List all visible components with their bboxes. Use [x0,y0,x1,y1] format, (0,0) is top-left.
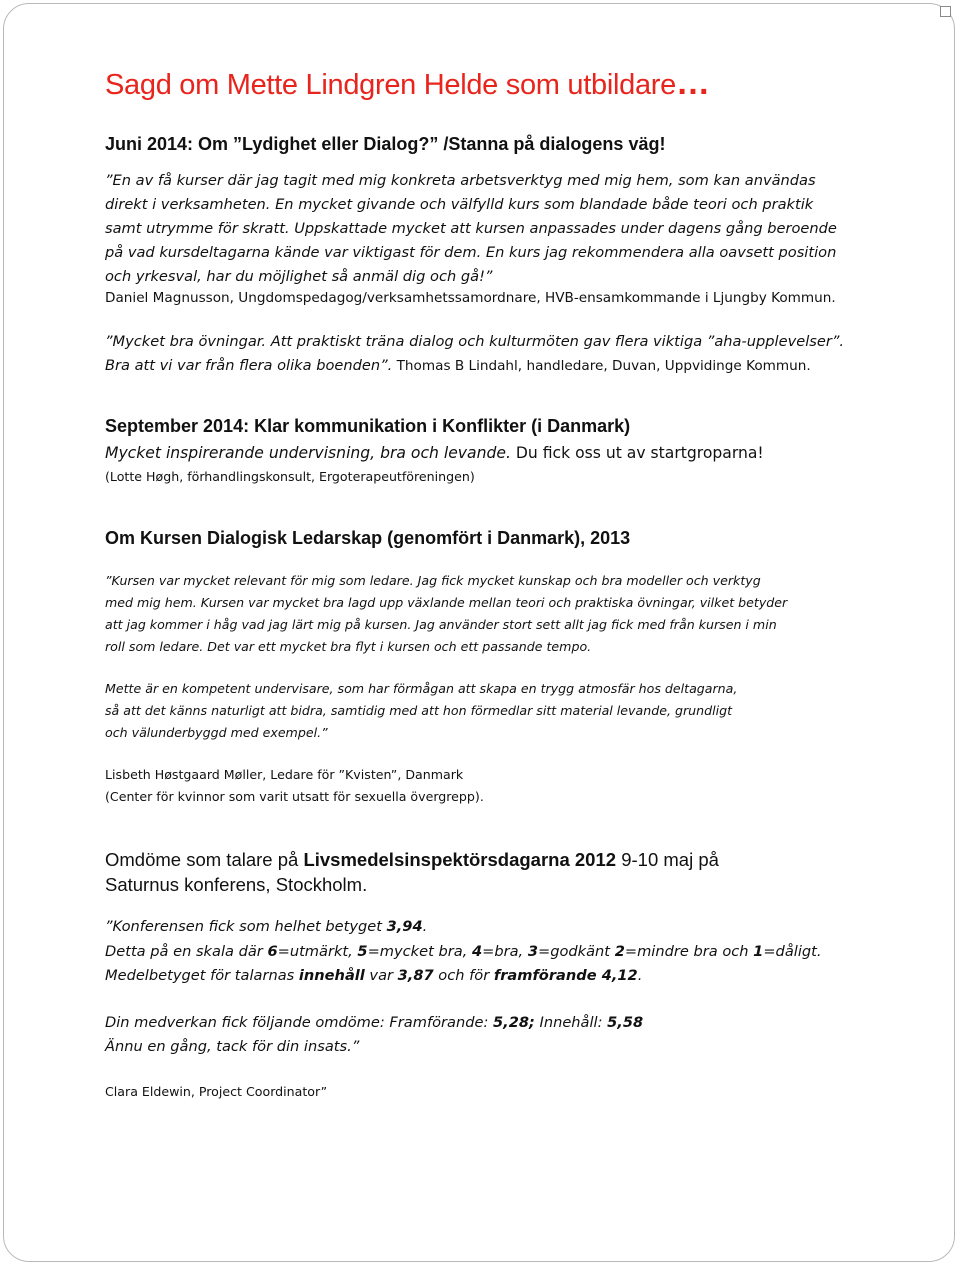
course-2013-heading: Om Kursen Dialogisk Ledarskap (genomfört i Danmark), 2013 [105,528,631,548]
l1-post: . [422,918,428,935]
sept-quote-a: Mycket inspirerande undervisning, bra och levande. [105,444,511,462]
l3-run-2: var [364,967,398,984]
l2-run-5: 4 [471,943,483,960]
l2-run-9: 2 [614,943,625,960]
title-text: Sagd om Mette Lindgren Helde som utbildare [105,69,676,101]
sept-quote [105,444,764,462]
june-quote-line-2: direkt i verksamheten. En mycket givande och välfylld kurs som blandade både teori och praktik [105,196,814,213]
l2-run-7: 3 [527,943,538,960]
l2-run-8: =godkänt [537,943,615,960]
speaker-2012-line-1 [105,918,427,935]
l2-run-12: =dåligt. [763,943,822,960]
speaker-heading-event: Livsmedelsinspektörsdagarna 2012 [303,849,617,870]
course-2013-p1-line-2: med mig hem. Kursen var mycket bra lagd upp växlande mellan teori och praktiska övningar, vilket betyder [105,595,788,610]
l4-run-3: 5,58 [607,1014,644,1031]
june-quote-line-1: ”En av få kurser där jag tagit med mig konkreta arbetsverktyg med mig hem, som kan användas [105,172,816,189]
course-2013-p1-line-1: ”Kursen var mycket relevant för mig som ledare. Jag fick mycket kunskap och bra modeller och verktyg [105,573,761,588]
june-quote2-line-1: ”Mycket bra övningar. Att praktiskt träna dialog och kulturmöten gav flera viktiga ”aha-upplevelser”. [105,333,845,350]
l1-score: 3,94 [386,918,423,935]
corner-mark [940,6,951,17]
speaker-2012-line-3 [105,967,642,984]
l3-run-3: 3,87 [397,967,434,984]
speaker-2012-heading-2: Saturnus konferens, Stockholm. [105,874,368,895]
june-heading: Juni 2014: Om ”Lydighet eller Dialog?” /Stanna på dialogens väg! [105,134,666,154]
l2-run-3: 5 [357,943,368,960]
l2-run-6: =bra, [482,943,528,960]
l4-run-0: Din medverkan fick följande omdöme: Framförande: [105,1014,494,1031]
june-author: Daniel Magnusson, Ungdomspedagog/verksamhetssamordnare, HVB-ensamkommande i Ljungby Kommun. [105,290,836,306]
speaker-heading-post: 9-10 maj på [616,849,719,870]
l2-run-1: 6 [267,943,278,960]
course-2013-p1-line-3: att jag kommer i håg vad jag lärt mig på kursen. Jag använder stort sett allt jag fick med från kursen i min [105,617,777,632]
speaker-2012-author: Clara Eldewin, Project Coordinator” [105,1084,328,1099]
june-quote2-text: Bra att vi var från flera olika boenden”. [105,357,393,374]
course-2013-p2-line-2: så att det känns naturligt att bidra, samtidig med att hon förmedlar sitt material levande, grundligt [105,703,733,718]
speaker-heading-pre: Omdöme som talare på [105,849,304,870]
l3-run-6: . [637,967,643,984]
l4-run-1: 5,28; [493,1014,535,1031]
course-2013-p2-line-1: Mette är en kompetent undervisare, som har förmågan att skapa en trygg atmosfär hos deltagarna, [105,681,738,696]
june-quote-line-4: på vad kursdeltagarna kände var viktigast för dem. En kurs jag rekommendera alla oavsett position [105,244,837,261]
sept-quote-b: Du fick oss ut av startgroparna! [510,444,764,462]
l3-run-5: framförande 4,12 [493,967,638,984]
l2-run-2: =utmärkt, [277,943,358,960]
l3-run-1: innehåll [298,967,365,984]
course-2013-author-1: Lisbeth Høstgaard Møller, Ledare för ”Kvisten”, Danmark [105,767,464,782]
page-frame [3,3,955,1262]
course-2013-p1-line-4: roll som ledare. Det var ett mycket bra flyt i kursen och ett passande tempo. [105,639,592,654]
course-2013-author-2: (Center för kvinnor som varit utsatt för sexuella övergrepp). [105,789,484,804]
title-ellipsis: … [675,64,711,102]
l3-run-4: och för [433,967,494,984]
june-quote-line-5: och yrkesval, har du möjlighet så anmäl dig och gå!” [105,268,493,285]
l2-run-4: =mycket bra, [367,943,472,960]
l4-run-2: Innehåll: [534,1014,608,1031]
sept-heading: September 2014: Klar kommunikation i Konflikter (i Danmark) [105,416,631,436]
l3-run-0: Medelbetyget för talarnas [105,967,299,984]
speaker-2012-line-5: Ännu en gång, tack för din insats.” [105,1038,360,1055]
l1-pre: ”Konferensen fick som helhet betyget [105,918,387,935]
june-quote2-line-2 [105,357,811,375]
june-quote-line-3: samt utrymme för skratt. Uppskattade mycket att kursen anpassades under dagens gång beroende [105,220,837,237]
speaker-2012-line-4 [105,1014,643,1031]
sept-author: (Lotte Høgh, förhandlingskonsult, Ergoterapeutföreningen) [105,469,475,484]
l2-run-10: =mindre bra och [624,943,754,960]
speaker-2012-line-2 [105,943,822,960]
june-author-2: Thomas B Lindahl, handledare, Duvan, Uppvidinge Kommun. [392,358,811,374]
course-2013-p2-line-3: och välunderbyggd med exempel.” [105,725,328,740]
l2-run-0: Detta på en skala där [105,943,268,960]
page-title [105,64,711,103]
speaker-2012-heading-1 [105,849,719,871]
l2-run-11: 1 [753,943,764,960]
